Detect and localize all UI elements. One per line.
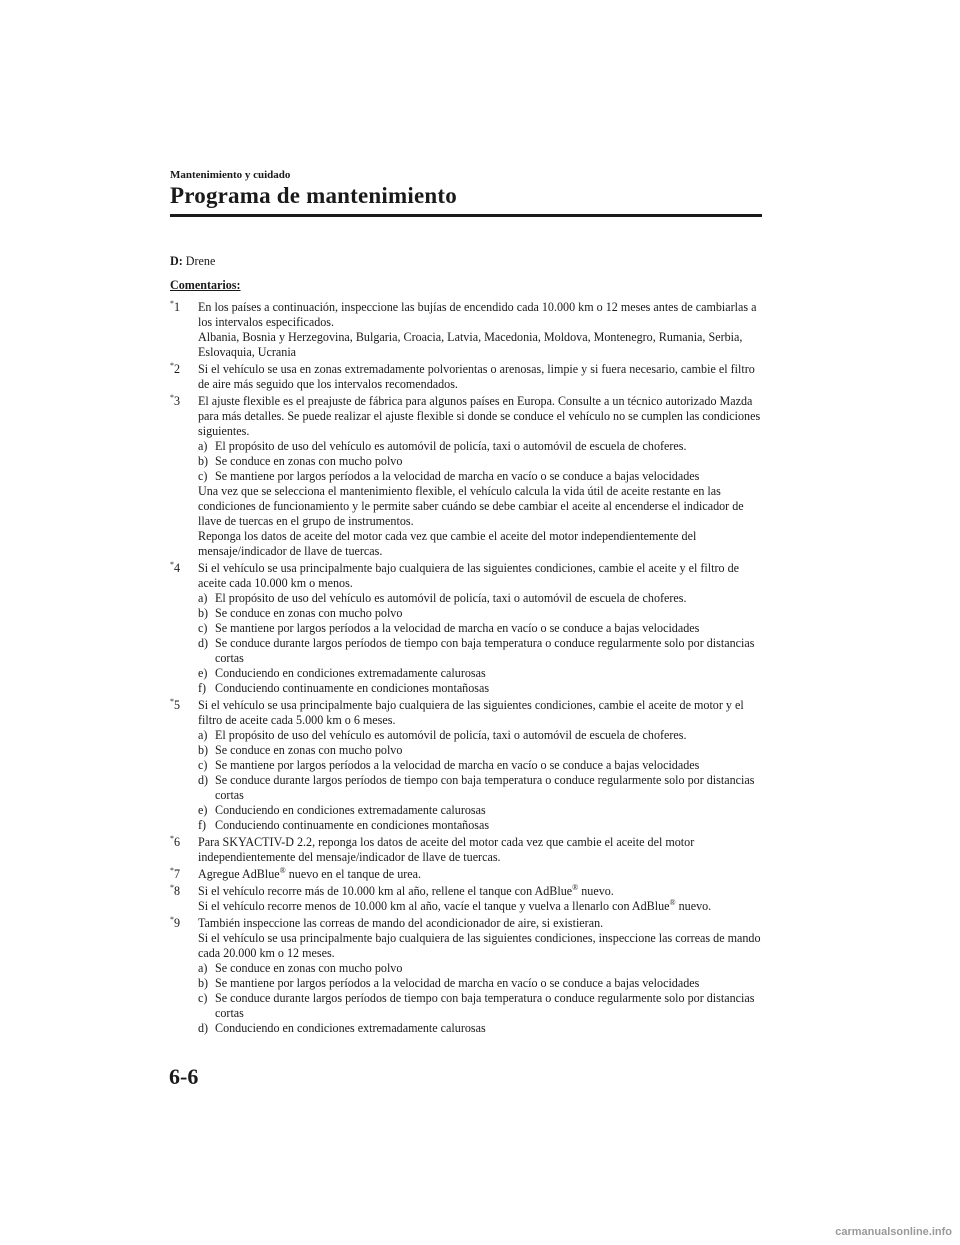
note-text: Para SKYACTIV-D 2.2, reponga los datos de aceite del motor cada vez que cambie el aceite del motor independientemente del mensaje/indicador de llave de tuercas. [198, 835, 695, 864]
note-1 [170, 300, 764, 360]
note-number: 6 [174, 835, 181, 849]
condition-text: Conduciendo continuamente en condiciones montañosas [215, 818, 490, 832]
condition-letter: c) [198, 991, 208, 1005]
condition-text: Se conduce durante largos períodos de tiempo con baja temperatura o conduce regularmente solo por distancias cortas [215, 991, 755, 1020]
note-text-part: Agregue AdBlue [198, 867, 280, 881]
condition-text: El propósito de uso del vehículo es automóvil de policía, taxi o automóvil de escuela de choferes. [215, 728, 687, 742]
condition-letter: d) [198, 636, 209, 650]
note-marker [170, 698, 180, 713]
registered-mark: ® [279, 866, 286, 875]
condition-letter: a) [198, 439, 208, 453]
section-label: Mantenimiento y cuidado [170, 169, 291, 181]
note-marker [170, 561, 180, 576]
condition-item [198, 469, 764, 484]
condition-letter: c) [198, 469, 208, 483]
note-text [198, 884, 764, 899]
condition-letter: e) [198, 803, 208, 817]
note-star: * [170, 299, 174, 308]
condition-letter: a) [198, 591, 208, 605]
title-rule [170, 214, 762, 217]
condition-item [198, 743, 764, 758]
note-number: 7 [174, 867, 181, 881]
note-6 [170, 835, 764, 865]
registered-mark: ® [572, 883, 579, 892]
note-marker [170, 835, 180, 850]
note-marker [170, 394, 180, 409]
condition-text: Se conduce en zonas con mucho polvo [215, 454, 403, 468]
note-marker [170, 867, 180, 882]
note-text-part: nuevo en el tanque de urea. [285, 867, 422, 881]
condition-text: Se conduce en zonas con mucho polvo [215, 606, 403, 620]
condition-item [198, 681, 764, 696]
note-star: * [170, 915, 174, 924]
condition-letter: c) [198, 621, 208, 635]
condition-letter: f) [198, 681, 207, 695]
notes-list [170, 300, 764, 865]
condition-text: Se conduce en zonas con mucho polvo [215, 961, 403, 975]
condition-letter: b) [198, 606, 209, 620]
note-2 [170, 362, 764, 392]
note-3 [170, 394, 764, 559]
note-number: 3 [174, 394, 181, 408]
note-number: 8 [174, 884, 181, 898]
note-text: Reponga los datos de aceite del motor cada vez que cambie el aceite del motor independientemente del mensaje/indicador de llave de tuercas. [198, 529, 697, 558]
note-number: 9 [174, 916, 181, 930]
condition-text: Se conduce en zonas con mucho polvo [215, 743, 403, 757]
note-8 [170, 884, 764, 914]
legend-key: D: [170, 254, 183, 268]
condition-text: Se mantiene por largos períodos a la velocidad de marcha en vacío o se conduce a bajas velocidades [215, 976, 700, 990]
note-marker [170, 884, 180, 899]
condition-list [198, 961, 764, 1036]
condition-list [198, 439, 764, 484]
condition-text: Conduciendo en condiciones extremadamente calurosas [215, 1021, 486, 1035]
note-text: También inspeccione las correas de mando del acondicionador de aire, si existieran. [198, 916, 604, 930]
note-text-part: nuevo. [578, 884, 614, 898]
condition-item [198, 606, 764, 621]
condition-item [198, 728, 764, 743]
condition-item [198, 591, 764, 606]
condition-letter: f) [198, 818, 207, 832]
note-9 [170, 916, 764, 1036]
note-number: 5 [174, 698, 181, 712]
note-text [198, 899, 764, 914]
note-text-part: Si el vehículo recorre más de 10.000 km al año, rellene el tanque con AdBlue [198, 884, 573, 898]
condition-item [198, 758, 764, 773]
condition-list [198, 591, 764, 696]
condition-list [198, 728, 764, 833]
note-star: * [170, 560, 174, 569]
condition-item [198, 1021, 764, 1036]
condition-text: El propósito de uso del vehículo es automóvil de policía, taxi o automóvil de escuela de choferes. [215, 591, 687, 605]
note-number: 2 [174, 362, 181, 376]
condition-item [198, 621, 764, 636]
condition-text: Se mantiene por largos períodos a la velocidad de marcha en vacío o se conduce a bajas velocidades [215, 758, 700, 772]
condition-letter: b) [198, 454, 209, 468]
comments-heading: Comentarios: [170, 278, 241, 292]
note-text [198, 867, 764, 882]
note-text: Una vez que se selecciona el mantenimiento flexible, el vehículo calcula la vida útil de aceite restante en las condiciones de funcionamiento y le permite saber cuándo se debe cambiar el aceite al encenderse el indicador de llave de tuercas en el grupo de instrumentos. [198, 484, 744, 528]
condition-letter: b) [198, 976, 209, 990]
condition-item [198, 454, 764, 469]
watermark: carmanualsonline.info [835, 1226, 952, 1238]
registered-mark: ® [669, 898, 676, 907]
note-star: * [170, 361, 174, 370]
condition-text: Se conduce durante largos períodos de tiempo con baja temperatura o conduce regularmente solo por distancias cortas [215, 636, 755, 665]
condition-item [198, 976, 764, 991]
condition-item [198, 818, 764, 833]
note-marker [170, 362, 180, 377]
note-5 [170, 698, 764, 833]
legend-drain [170, 254, 764, 269]
condition-text: Se mantiene por largos períodos a la velocidad de marcha en vacío o se conduce a bajas velocidades [215, 621, 700, 635]
note-text: Albania, Bosnia y Herzegovina, Bulgaria, Croacia, Latvia, Macedonia, Moldova, Montenegro, Rumania, Serbia, Eslovaquia, Ucrania [198, 330, 743, 359]
condition-item [198, 773, 764, 803]
condition-item [198, 961, 764, 976]
note-star: * [170, 697, 174, 706]
condition-text: Se conduce durante largos períodos de tiempo con baja temperatura o conduce regularmente solo por distancias cortas [215, 773, 755, 802]
content-body [170, 254, 764, 1036]
condition-text: El propósito de uso del vehículo es automóvil de policía, taxi o automóvil de escuela de choferes. [215, 439, 687, 453]
note-text: Si el vehículo se usa principalmente bajo cualquiera de las siguientes condiciones, cambie el aceite y el filtro de aceite cada 10.000 km o menos. [198, 561, 740, 590]
condition-text: Conduciendo en condiciones extremadamente calurosas [215, 666, 486, 680]
note-number: 1 [174, 300, 181, 314]
condition-item [198, 439, 764, 454]
note-text: Si el vehículo se usa principalmente bajo cualquiera de las siguientes condiciones, cambie el aceite de motor y el filtro de aceite cada 5.000 km o 6 meses. [198, 698, 744, 727]
page-title: Programa de mantenimiento [170, 183, 457, 208]
condition-letter: d) [198, 773, 209, 787]
note-4 [170, 561, 764, 696]
condition-letter: b) [198, 743, 209, 757]
note-text: En los países a continuación, inspeccione las bujías de encendido cada 10.000 km o 12 meses antes de cambiarlas a los intervalos especificados. [198, 300, 757, 329]
note-star: * [170, 883, 174, 892]
condition-letter: d) [198, 1021, 209, 1035]
note-star: * [170, 834, 174, 843]
condition-item [198, 666, 764, 681]
note-text-part: Si el vehículo recorre menos de 10.000 km al año, vacíe el tanque y vuelva a llenarlo con AdBlue [198, 899, 670, 913]
legend-value: Drene [185, 254, 216, 268]
note-star: * [170, 866, 174, 875]
note-text-part: nuevo. [675, 899, 712, 913]
condition-text: Se mantiene por largos períodos a la velocidad de marcha en vacío o se conduce a bajas velocidades [215, 469, 700, 483]
note-text: El ajuste flexible es el preajuste de fábrica para algunos países en Europa. Consulte a un técnico autorizado Mazda para más detalles. Se puede realizar el ajuste flexible si donde se conduce el vehículo no se cumplen las condiciones siguientes. [198, 394, 761, 438]
note-7 [170, 867, 764, 882]
condition-text: Conduciendo continuamente en condiciones montañosas [215, 681, 490, 695]
condition-letter: e) [198, 666, 208, 680]
note-marker [170, 300, 180, 315]
page-number: 6-6 [169, 1064, 199, 1089]
condition-item [198, 636, 764, 666]
condition-letter: a) [198, 961, 208, 975]
note-star: * [170, 393, 174, 402]
note-text: Si el vehículo se usa en zonas extremadamente polvorientas o arenosas, limpie y si fuera necesario, cambie el filtro de aire más seguido que los intervalos recomendados. [198, 362, 755, 391]
note-marker [170, 916, 180, 931]
condition-item [198, 991, 764, 1021]
condition-letter: a) [198, 728, 208, 742]
condition-item [198, 803, 764, 818]
condition-text: Conduciendo en condiciones extremadamente calurosas [215, 803, 486, 817]
condition-letter: c) [198, 758, 208, 772]
note-text: Si el vehículo se usa principalmente bajo cualquiera de las siguientes condiciones, inspeccione las correas de mando cada 20.000 km o 12 meses. [198, 931, 761, 960]
note-number: 4 [174, 561, 181, 575]
